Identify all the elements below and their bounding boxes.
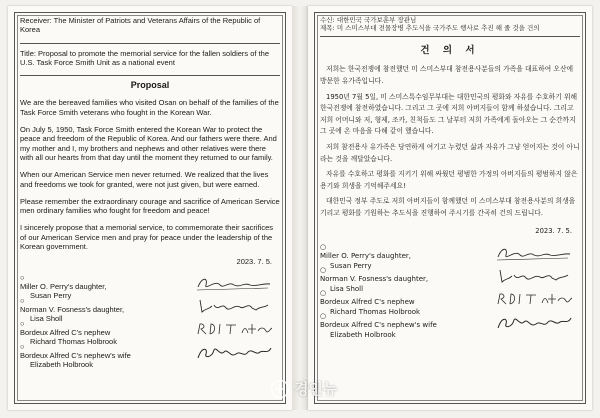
bullet: ○ bbox=[320, 243, 327, 252]
signatory-name: Elizabeth Holbrook bbox=[30, 360, 93, 370]
proposal-heading-ko: 건 의 서 bbox=[420, 44, 480, 56]
paragraph: We are the bereaved families who visited Osan on behalf of the families of the Task Force Smith veterans who fought in the Korean War. bbox=[20, 98, 279, 117]
signatory-row bbox=[320, 289, 580, 316]
receiver-line: Receiver: The Minister of Patriots and Veterans Affairs of the Republic of Korea bbox=[20, 16, 261, 35]
signature-lisa-sholl bbox=[194, 296, 274, 316]
paragraph-ko: 저희 참전용사 유가족은 당연하게 여기고 누렸던 삶과 자유가 그냥 얻어지는 것이 아니라는 것을 깨달았습니다. bbox=[320, 142, 580, 163]
signature-richard-holbrook bbox=[494, 289, 574, 309]
newspaper-logo-icon bbox=[270, 379, 290, 399]
divider bbox=[20, 75, 280, 76]
document-date: 2023. 7. 5. bbox=[236, 257, 272, 267]
signatory-row bbox=[20, 295, 280, 324]
signatory-relation: Bordeux Alfred C's nephew bbox=[20, 327, 111, 337]
paragraph-ko: 1950년 7월 5일, 미 스미스특수임무부대는 대한민국의 평화와 자유를 수호하기 위해 한국전쟁에 참전하였습니다. 그리고 그 곳에 저희 아버지들이 함께 하셨습니다. 그리고 저희 어머니와 저, 형제, 조카, 친척들도 그 날부터 저희 가족에게 돌아오는 그 순간까지 그 곳에 온 마음을 다해 같이 했습니다. bbox=[320, 92, 578, 136]
signatory-row bbox=[320, 243, 580, 270]
signatory-row bbox=[320, 312, 580, 339]
watermark-text: 경인뉴 bbox=[294, 380, 338, 398]
subject-line-ko: 제목: 미 스미스부대 전몰장병 추도식을 국가주도 행사로 추진 해 줄 것을 건의 bbox=[320, 24, 540, 33]
english-text-column bbox=[20, 16, 280, 400]
signatory-name: Lisa Sholl bbox=[30, 314, 63, 324]
book-spine bbox=[292, 6, 308, 410]
signatory-name: Susan Perry bbox=[330, 261, 372, 270]
signatory-relation: Bordeux Alfred C's nephew bbox=[320, 298, 415, 307]
signatory-name: Elizabeth Holbrook bbox=[330, 330, 396, 339]
english-proposal-page bbox=[8, 6, 292, 410]
signatory-name: Richard Thomas Holbrook bbox=[30, 337, 117, 347]
bullet: ○ bbox=[320, 312, 327, 321]
signatory-relation: Norman V. Fosness's daughter, bbox=[20, 304, 125, 314]
bullet: ○ bbox=[320, 266, 327, 275]
signature-elizabeth-holbrook bbox=[494, 312, 574, 332]
paragraph: On July 5, 1950, Task Force Smith entered the Korean War to protect the peace and freedom of the Republic of Korea. And our fathers were there. And my mother and I, my brothers and nephews and other relatives were there with all our hearts from that day until the moment they returned to our family. bbox=[20, 125, 277, 162]
bullet: ○ bbox=[20, 341, 25, 351]
proposal-heading: Proposal bbox=[130, 80, 170, 91]
news-watermark bbox=[270, 378, 337, 399]
signature-richard-holbrook bbox=[194, 319, 274, 339]
korean-proposal-page bbox=[308, 6, 592, 410]
signatory-relation: Miller O. Perry's daughter, bbox=[320, 252, 412, 261]
bullet: ○ bbox=[20, 318, 25, 328]
signature-susan-perry bbox=[194, 273, 274, 293]
signatory-name: Richard Thomas Holbrook bbox=[330, 307, 421, 316]
divider bbox=[20, 43, 280, 44]
paragraph: I sincerely propose that a memorial service, to commemorate their sacrifices of our American Service men and pray for peace under the leadership of the Korean government. bbox=[20, 223, 274, 252]
signatory-relation: Bordeux Alfred C's nephew's wife bbox=[320, 321, 437, 330]
signatory-name: Lisa Sholl bbox=[330, 284, 364, 293]
signatory-row bbox=[20, 272, 280, 301]
korean-text-column bbox=[320, 16, 580, 400]
paragraph-ko: 자유를 수호하고 평화를 지키기 위해 싸웠던 평범한 가정의 아버지들의 평범하지 않은 용기와 희생을 기억해주세요! bbox=[320, 170, 578, 190]
document-date-ko: 2023. 7. 5. bbox=[535, 226, 572, 235]
paragraph: Please remember the extraordinary courage and sacrifice of American Service men ordinary families who fought for freedom and peace! bbox=[20, 196, 280, 216]
signature-elizabeth-holbrook bbox=[194, 342, 274, 362]
paragraph: When our American Service men never returned. We realized that the lives and freedoms we took for granted, were not just given, but were earned. bbox=[20, 170, 269, 189]
title-line: Title: Proposal to promote the memorial service for the fallen soldiers of the U.S. Task Force Smith Unit as a national event bbox=[20, 48, 270, 67]
bullet: ○ bbox=[320, 289, 327, 298]
signature-lisa-sholl bbox=[494, 266, 574, 286]
signatory-relation: Norman V. Fosness's daughter, bbox=[320, 275, 429, 284]
signatory-row bbox=[20, 318, 280, 347]
paragraph-ko: 저희는 한국전쟁에 참전했던 미 스미스부대 참전용사분들의 가족을 대표하여 오산에 방문한 유가족입니다. bbox=[320, 65, 574, 85]
paragraph-ko: 대한민국 정부 주도로 저희 아버지들이 함께했던 미 스미스부대 참전용사분의 희생을 기리고 평화를 기원하는 추도식을 진행하여 주시기를 간곡히 건의 드립니다. bbox=[320, 197, 576, 217]
bullet: ○ bbox=[20, 295, 25, 305]
signatory-row bbox=[320, 266, 580, 293]
signatory-relation: Miller O. Perry's daughter, bbox=[20, 281, 107, 291]
signature-susan-perry bbox=[494, 243, 574, 263]
signatory-name: Susan Perry bbox=[30, 291, 72, 301]
bullet: ○ bbox=[20, 272, 25, 282]
receiver-line-ko: 수신: 대한민국 국가보훈부 장관님 bbox=[320, 16, 417, 24]
divider bbox=[320, 36, 580, 37]
signatory-row bbox=[20, 341, 280, 370]
signatory-relation: Bordeux Alfred C's nephew's wife bbox=[20, 350, 131, 360]
